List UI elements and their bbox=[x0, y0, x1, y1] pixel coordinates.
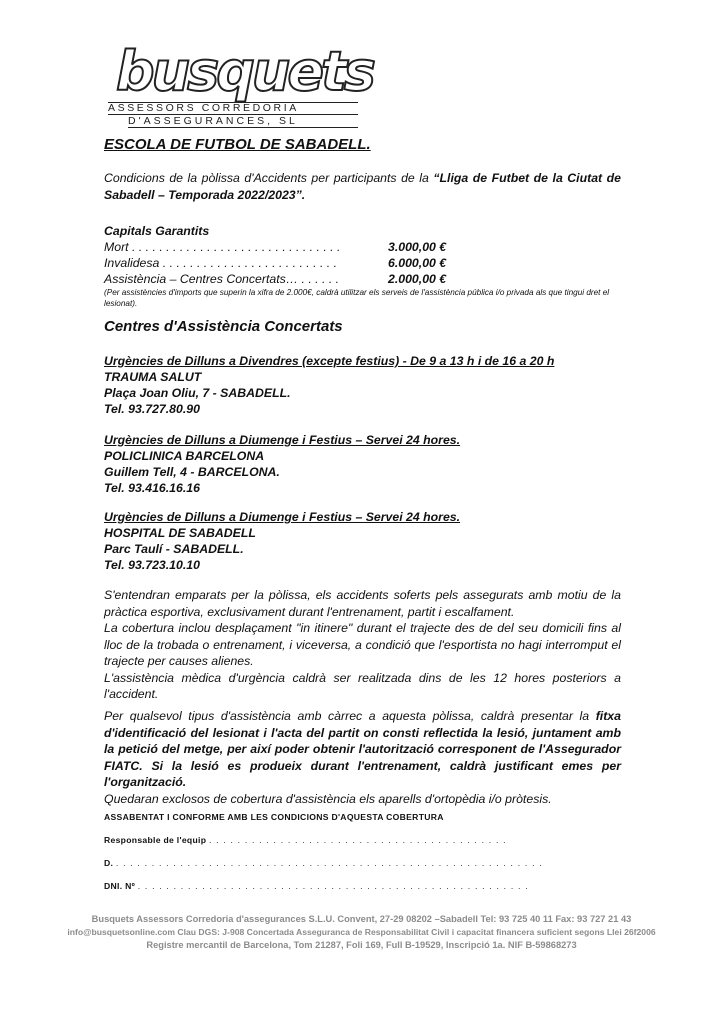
capital-value-disability: 6.000,00 € bbox=[388, 256, 447, 270]
capitals-heading: Capitals Garantits bbox=[104, 224, 210, 238]
form-field-dots: . . . . . . . . . . . . . . . . . . . . . . . . . . . . . . . . . . . . . . . . . . bbox=[208, 835, 507, 845]
capitals-note: (Per assistències d'imports que superin la xifra de 2.000€, caldrà utilitzar els serveis de l'assistència pública i/o privada als que tingui dret el lesionat). bbox=[104, 288, 610, 308]
logo-wordmark: busquets bbox=[116, 40, 373, 103]
logo-tagline-1: ASSESSORS CORREDORIA bbox=[108, 102, 358, 115]
form-field-dots: . . . . . . . . . . . . . . . . . . . . . . . . . . . . . . . . . . . . . . . . . . . . . . . . . . . . . . . . . . . . bbox=[115, 858, 543, 868]
capital-label-assistance: Assistència – Centres Concertats… . . . . . . bbox=[104, 272, 340, 286]
form-field-team-manager[interactable] bbox=[104, 835, 507, 845]
capital-label-death: Mort . . . . . . . . . . . . . . . . . . . . . . . . . . . . . . . bbox=[104, 240, 341, 254]
procedure-lead: Per qualsevol tipus d'assistència amb càrrec a aquesta pòlissa, caldrà presentar la bbox=[104, 709, 590, 723]
coverage-paragraph-3: L'assistència mèdica d'urgència caldrà ser realitzada dins de les 12 hores posteriors a l'accident. bbox=[104, 670, 621, 701]
capital-value-death: 3.000,00 € bbox=[388, 240, 447, 254]
centre-name: TRAUMA SALUT bbox=[104, 370, 202, 384]
centre-2 bbox=[104, 432, 460, 496]
centre-name: POLICLINICA BARCELONA bbox=[104, 449, 265, 463]
centre-address: Plaça Joan Oliu, 7 - SABADELL. bbox=[104, 386, 291, 400]
centre-phone: Tel. 93.723.10.10 bbox=[104, 558, 200, 572]
procedure-requirements: fitxa d'identificació del lesionat i l'acta del partit on consti reflectida la lesió, juntament amb la petició del metge, per així poder obtenir l'autorització corresponent de l'Assegurador FIATC. Si la lesió es produeix durant l'entrenament, caldrà justificant emes per l'organització. bbox=[104, 709, 621, 789]
centre-phone: Tel. 93.416.16.16 bbox=[104, 481, 200, 495]
coverage-paragraph-2: La cobertura inclou desplaçament "in itinere" durant el trajecte des de del seu domicili fins al lloc de la trobada o entrenament, i viceversa, a condició que l'esportista no hagi interromput el trajecte per causes alienes. bbox=[104, 621, 621, 668]
centre-address: Parc Taulí - SABADELL. bbox=[104, 542, 244, 556]
centre-address: Guillem Tell, 4 - BARCELONA. bbox=[104, 465, 280, 479]
form-field-label: DNI. Nº bbox=[104, 881, 136, 891]
form-field-name[interactable] bbox=[104, 858, 543, 868]
centre-1 bbox=[104, 353, 554, 417]
procedure-paragraph bbox=[104, 708, 621, 791]
form-field-label: D. bbox=[104, 858, 114, 868]
centre-name: HOSPITAL DE SABADELL bbox=[104, 526, 256, 540]
centre-3 bbox=[104, 509, 460, 573]
procedure-section bbox=[104, 708, 621, 807]
intro-league-name: “Lliga de Futbet de la Ciutat de Sabadell – Temporada 2022/2023”. bbox=[104, 171, 621, 202]
centre-schedule: Urgències de Dilluns a Diumenge i Festius – Servei 24 hores. bbox=[104, 510, 461, 524]
company-logo bbox=[108, 40, 373, 130]
coverage-section bbox=[104, 587, 621, 703]
intro-paragraph bbox=[104, 170, 621, 203]
centres-heading: Centres d'Assistència Concertats bbox=[104, 318, 343, 335]
form-field-label: Responsable de l'equip bbox=[104, 835, 207, 845]
form-heading: ASSABENTAT I CONFORME AMB LES CONDICIONS D'AQUESTA COBERTURA bbox=[104, 812, 444, 822]
centre-phone: Tel. 93.727.80.90 bbox=[104, 402, 200, 416]
form-field-dni[interactable] bbox=[104, 881, 529, 891]
footer-company-line: Busquets Assessors Corredoria d'assegurances S.L.U. Convent, 27-29 08202 –Sabadell Tel: 93 725 40 11 Fax: 93 727 21 43 bbox=[91, 914, 632, 924]
form-field-dots: . . . . . . . . . . . . . . . . . . . . . . . . . . . . . . . . . . . . . . . . . . . . . . . . . . . . . . . bbox=[137, 881, 529, 891]
document-title: ESCOLA DE FUTBOL DE SABADELL. bbox=[104, 136, 371, 153]
footer-contact-line: info@busquetsonline.com Clau DGS: J-908 Concertada Asseguranca de Responsabilitat Civil i capacitat financera suficient segons Llei 26f2006 bbox=[67, 927, 656, 937]
procedure-exclusion: Quedaran exclosos de cobertura d'assistència els aparells d'ortopèdia i/o pròtesis. bbox=[104, 791, 552, 806]
centre-schedule: Urgències de Dilluns a Diumenge i Festius – Servei 24 hores. bbox=[104, 433, 461, 447]
coverage-paragraph-1: S'entendran emparats per la pòlissa, els accidents soferts pels assegurats amb motiu de la pràctica esportiva, exclusivament durant l'entrenament, partit i escalfament. bbox=[104, 588, 621, 619]
capital-value-assistance: 2.000,00 € bbox=[388, 272, 447, 286]
capital-label-disability: Invalidesa . . . . . . . . . . . . . . . . . . . . . . . . . . bbox=[104, 256, 338, 270]
centre-schedule: Urgències de Dilluns a Divendres (excepte festius) - De 9 a 13 h i de 16 a 20 h bbox=[104, 354, 555, 368]
logo-tagline-2: D'ASSEGURANCES, SL bbox=[128, 116, 358, 128]
footer-registry-line: Registre mercantil de Barcelona, Tom 21287, Foli 169, Full B-19529, Inscripció 1a. NIF B-59868273 bbox=[146, 940, 577, 950]
intro-text: Condicions de la pòlissa d'Accidents per participants de la bbox=[104, 171, 434, 185]
